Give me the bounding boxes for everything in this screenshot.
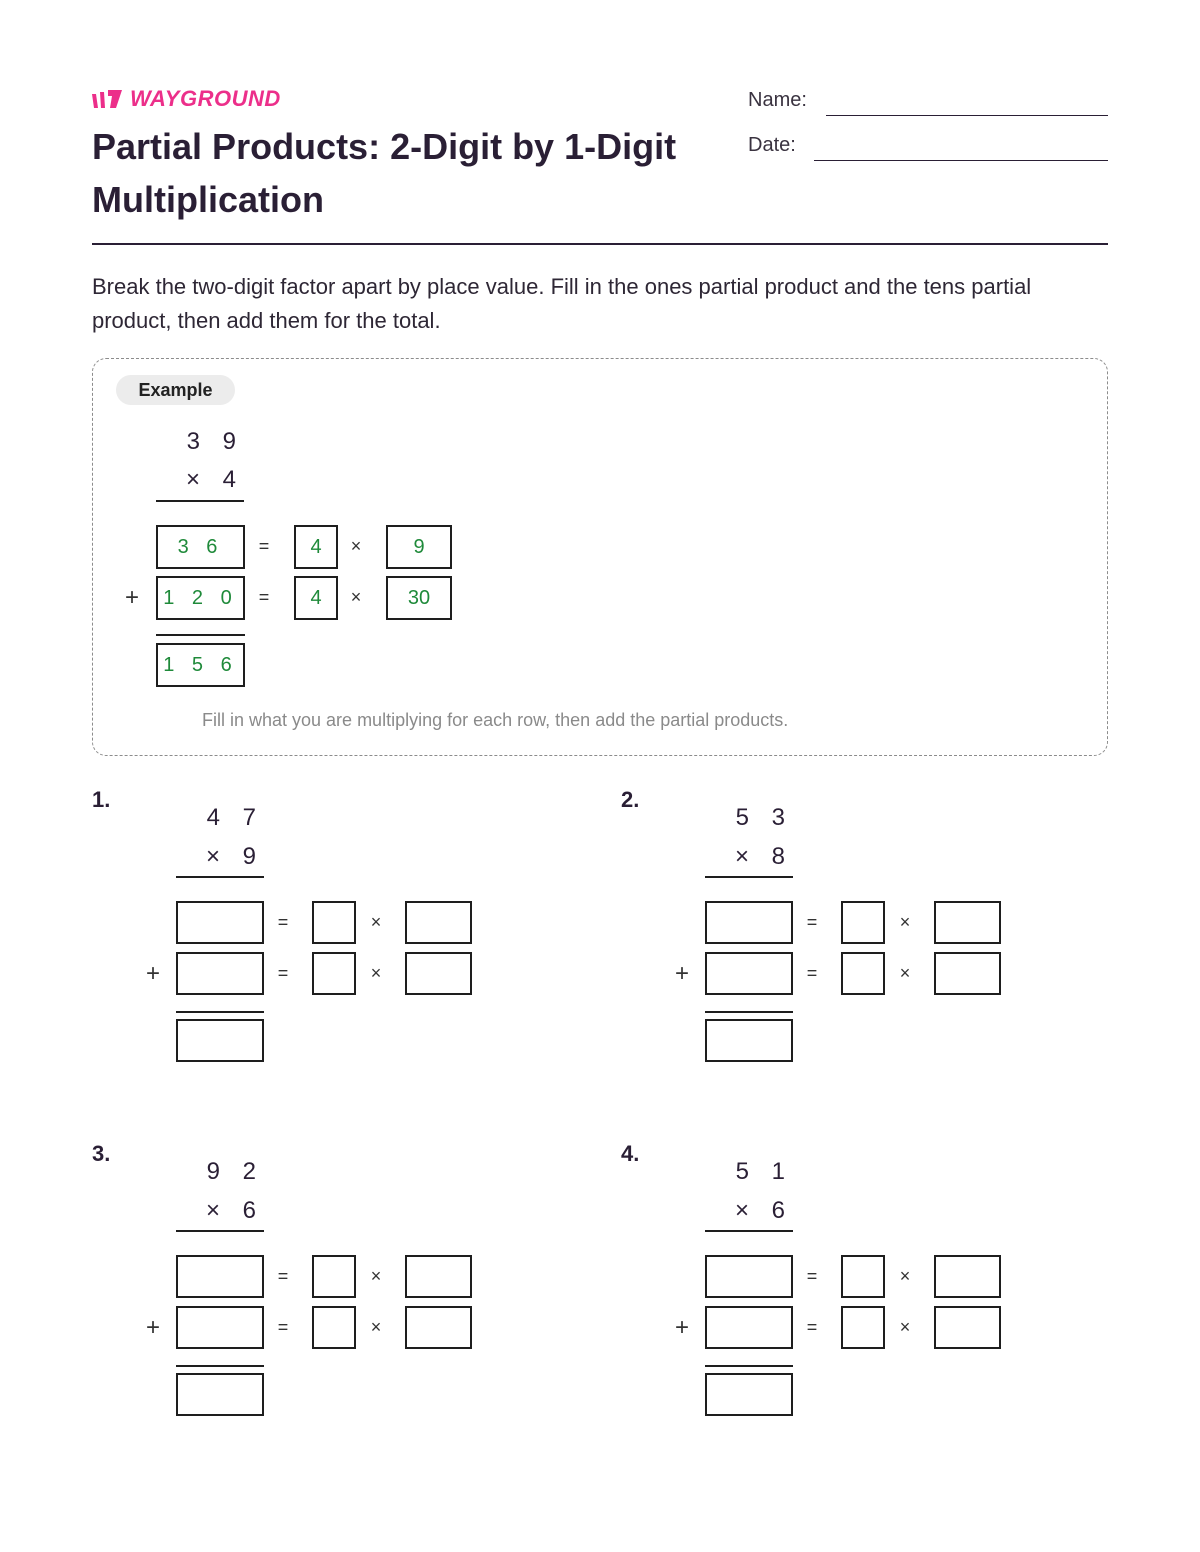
name-field[interactable] bbox=[826, 115, 1108, 116]
total-input[interactable] bbox=[705, 1373, 793, 1416]
times-sign: × bbox=[370, 912, 382, 932]
plus-sign: + bbox=[146, 960, 161, 987]
problem-multiplier: × 8 bbox=[734, 843, 793, 870]
problem-top-factor: 5 3 bbox=[735, 804, 793, 831]
equals-sign: = bbox=[277, 1266, 289, 1286]
date-label: Date: bbox=[748, 134, 796, 156]
equals-sign: = bbox=[277, 963, 289, 983]
date-field[interactable] bbox=[814, 160, 1108, 161]
sum-bar bbox=[176, 1011, 264, 1013]
times-sign: × bbox=[370, 1317, 382, 1337]
problem-multiply-bar bbox=[705, 876, 793, 878]
problem-top-factor: 9 2 bbox=[206, 1158, 264, 1185]
ones-product-input[interactable] bbox=[705, 901, 793, 944]
tens-product-input[interactable] bbox=[176, 1306, 264, 1349]
wayground-logo-icon bbox=[92, 88, 124, 110]
example-times: × bbox=[350, 587, 362, 607]
times-sign: × bbox=[370, 1266, 382, 1286]
problem-multiply-bar bbox=[176, 876, 264, 878]
ones-factor-a-input[interactable] bbox=[841, 1255, 885, 1298]
example-sum-bar bbox=[156, 634, 245, 636]
equals-sign: = bbox=[806, 1317, 818, 1337]
problem-multiplier: × 9 bbox=[205, 843, 264, 870]
equals-sign: = bbox=[806, 1266, 818, 1286]
sum-bar bbox=[176, 1365, 264, 1367]
times-sign: × bbox=[370, 963, 382, 983]
tens-factor-b-input[interactable] bbox=[934, 1306, 1001, 1349]
equals-sign: = bbox=[277, 1317, 289, 1337]
tens-factor-a-input[interactable] bbox=[312, 952, 356, 995]
sum-bar bbox=[705, 1011, 793, 1013]
tens-factor-a-input[interactable] bbox=[841, 1306, 885, 1349]
example-multiplier: × 4 bbox=[185, 466, 244, 493]
ones-factor-b-input[interactable] bbox=[405, 1255, 472, 1298]
tens-factor-b-input[interactable] bbox=[934, 952, 1001, 995]
problem-top-factor: 5 1 bbox=[735, 1158, 793, 1185]
times-sign: × bbox=[899, 963, 911, 983]
plus-sign: + bbox=[146, 1314, 161, 1341]
ones-factor-a-input[interactable] bbox=[312, 901, 356, 944]
times-sign: × bbox=[899, 1266, 911, 1286]
total-input[interactable] bbox=[176, 1019, 264, 1062]
ones-product-input[interactable] bbox=[176, 1255, 264, 1298]
problem-number: 4. bbox=[621, 1141, 640, 1166]
instructions: Break the two-digit factor apart by place value. Fill in the ones partial product and the tens partial product, then add them for the total. bbox=[92, 274, 1032, 333]
example-total: 1 5 6 bbox=[156, 643, 245, 687]
equals-sign: = bbox=[806, 963, 818, 983]
ones-factor-b-input[interactable] bbox=[934, 901, 1001, 944]
plus-sign: + bbox=[675, 960, 690, 987]
equals-sign: = bbox=[806, 912, 818, 932]
problem-number: 3. bbox=[92, 1141, 111, 1166]
brand-logo bbox=[92, 86, 281, 112]
equals-sign: = bbox=[277, 912, 289, 932]
example-equals: = bbox=[258, 536, 270, 556]
tens-factor-b-input[interactable] bbox=[405, 952, 472, 995]
problem-number: 1. bbox=[92, 787, 111, 812]
example-note: Fill in what you are multiplying for each row, then add the partial products. bbox=[202, 710, 789, 730]
example-ones-factor-b: 9 bbox=[386, 525, 452, 569]
example-tens-product: 1 2 0 bbox=[156, 576, 245, 620]
ones-product-input[interactable] bbox=[705, 1255, 793, 1298]
problem-top-factor: 4 7 bbox=[206, 804, 264, 831]
page-title: Partial Products: 2-Digit by 1-Digit Multiplication bbox=[92, 126, 677, 220]
example-equals: = bbox=[258, 587, 270, 607]
total-input[interactable] bbox=[176, 1373, 264, 1416]
example-top-factor: 3 9 bbox=[186, 428, 244, 455]
example-badge: Example bbox=[116, 375, 235, 405]
plus-sign: + bbox=[675, 1314, 690, 1341]
problem-multiply-bar bbox=[705, 1230, 793, 1232]
sum-bar bbox=[705, 1365, 793, 1367]
example-ones-product: 3 6 bbox=[156, 525, 245, 569]
ones-factor-b-input[interactable] bbox=[405, 901, 472, 944]
problem-multiplier: × 6 bbox=[734, 1197, 793, 1224]
name-label: Name: bbox=[748, 89, 807, 111]
tens-factor-a-input[interactable] bbox=[841, 952, 885, 995]
ones-factor-a-input[interactable] bbox=[312, 1255, 356, 1298]
ones-factor-a-input[interactable] bbox=[841, 901, 885, 944]
example-ones-factor-a: 4 bbox=[294, 525, 338, 569]
ones-product-input[interactable] bbox=[176, 901, 264, 944]
ones-factor-b-input[interactable] bbox=[934, 1255, 1001, 1298]
tens-factor-a-input[interactable] bbox=[312, 1306, 356, 1349]
total-input[interactable] bbox=[705, 1019, 793, 1062]
problem-number: 2. bbox=[621, 787, 640, 812]
tens-product-input[interactable] bbox=[176, 952, 264, 995]
times-sign: × bbox=[899, 912, 911, 932]
tens-product-input[interactable] bbox=[705, 1306, 793, 1349]
problem-multiply-bar bbox=[176, 1230, 264, 1232]
times-sign: × bbox=[899, 1317, 911, 1337]
header-divider bbox=[92, 243, 1108, 245]
tens-factor-b-input[interactable] bbox=[405, 1306, 472, 1349]
brand-name: WAYGROUND bbox=[130, 86, 281, 111]
tens-product-input[interactable] bbox=[705, 952, 793, 995]
example-times: × bbox=[350, 536, 362, 556]
example-multiply-bar bbox=[156, 500, 244, 502]
example-plus: + bbox=[125, 584, 140, 611]
example-tens-factor-b: 30 bbox=[386, 576, 452, 620]
example-tens-factor-a: 4 bbox=[294, 576, 338, 620]
problem-multiplier: × 6 bbox=[205, 1197, 264, 1224]
